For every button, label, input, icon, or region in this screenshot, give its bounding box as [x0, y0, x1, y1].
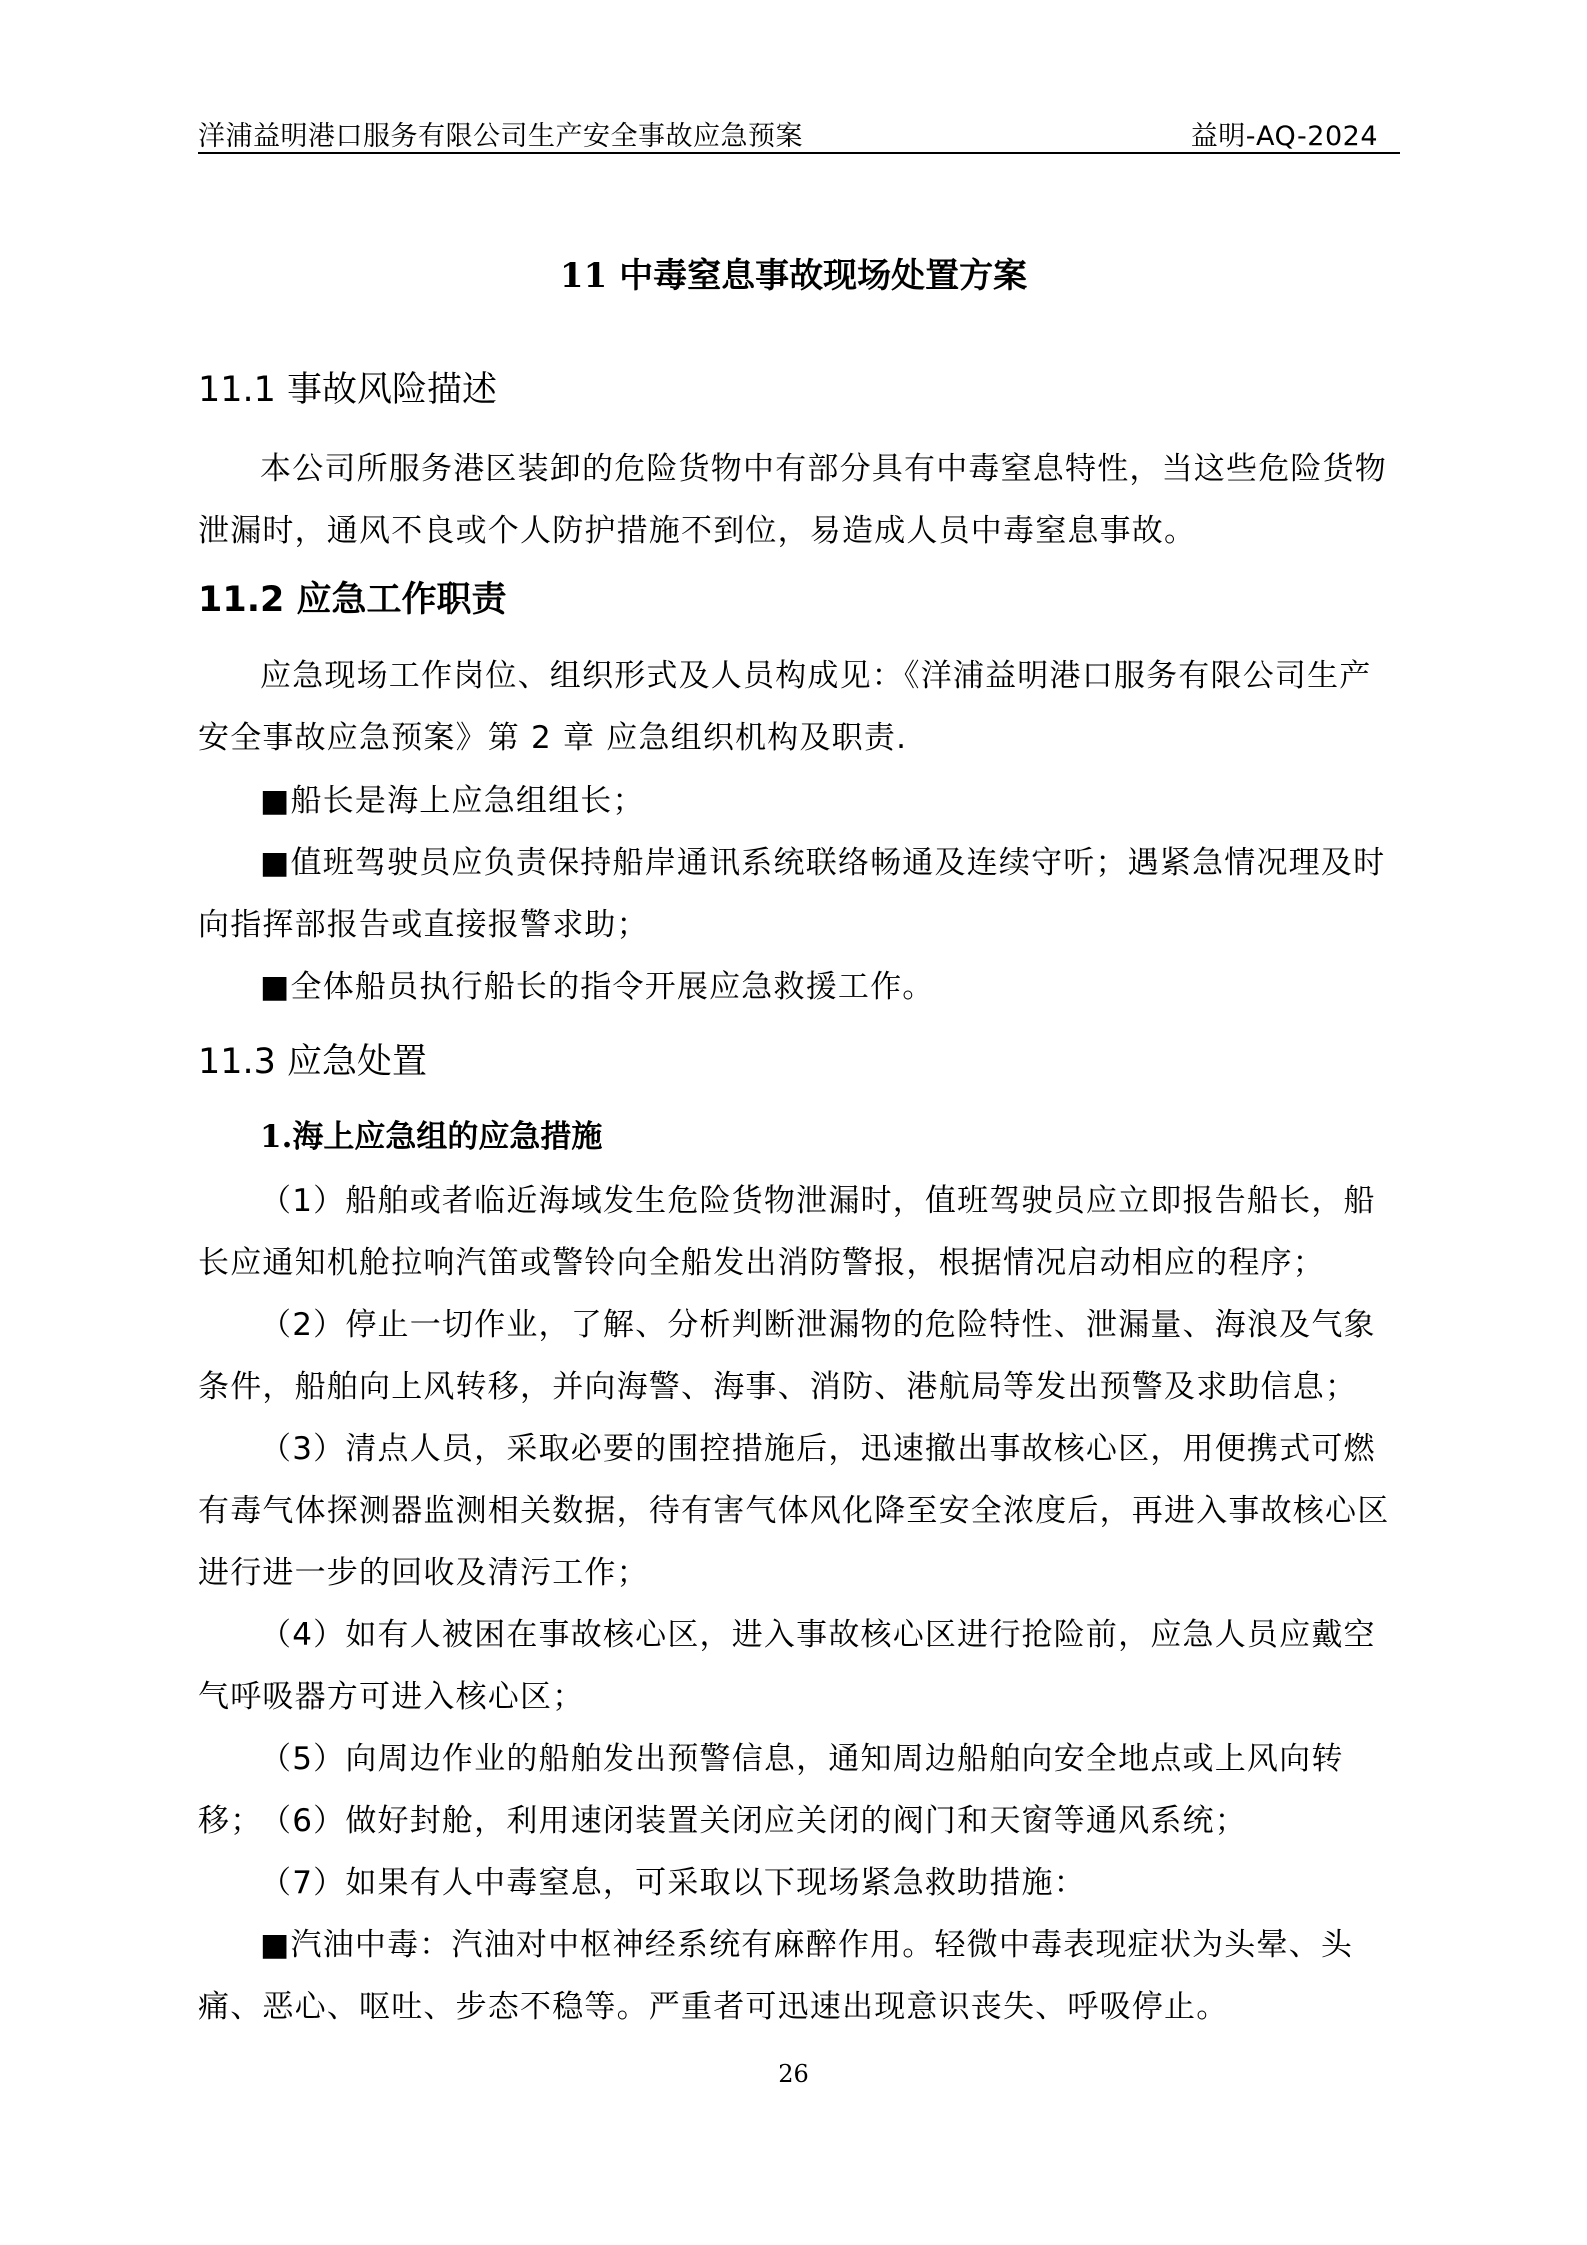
paragraph-duties-intro: 应急现场工作岗位、组织形式及人员构成见：《洋浦益明港口服务有限公司生产安全事故应急预案》第 2 章 应急组织机构及职责.: [198, 658, 1372, 756]
list-item-2: （2）停止一切作业，了解、分析判断泄漏物的危险特性、泄漏量、海浪及气象条件，船舶向上风转移，并向海警、海事、消防、港航局等发出预警及求助信息；: [198, 1307, 1376, 1405]
list-item-6: （6）做好封舱，利用速闭装置关闭应关闭的阀门和天窗等通风系统；: [260, 1803, 1247, 1839]
list-item-7: （7）如果有人中毒窒息，可采取以下现场紧急救助措施：: [260, 1865, 1086, 1901]
header-document-code: 益明-AQ-2024: [1190, 121, 1378, 152]
list-item-4: （4）如有人被困在事故核心区，进入事故核心区进行抢险前，应急人员应戴空气呼吸器方可进入核心区；: [198, 1617, 1376, 1715]
section-heading-11-2: 11.2 应急工作职责: [198, 580, 507, 620]
subheading-sea-emergency-measures: 1.海上应急组的应急措施: [260, 1119, 603, 1155]
bullet-captain: ■船长是海上应急组组长；: [260, 783, 645, 819]
chapter-title: 11 中毒窒息事故现场处置方案: [559, 256, 1028, 296]
bullet-gasoline-poisoning: ■汽油中毒：汽油对中枢神经系统有麻醉作用。轻微中毒表现症状为头晕、头痛、恶心、呕吐、步态不稳等。严重者可迅速出现意识丧失、呼吸停止。: [198, 1927, 1354, 2025]
bullet-duty-officer: ■值班驾驶员应负责保持船岸通讯系统联络畅通及连续守听；遇紧急情况理及时向指挥部报告或直接报警求助；: [198, 845, 1386, 943]
list-item-5: （5）向周边作业的船舶发出预警信息，通知周边船舶向安全地点或上风向转移；: [198, 1741, 1344, 1839]
header-company-title: 洋浦益明港口服务有限公司生产安全事故应急预案: [198, 121, 803, 152]
page-header: [198, 108, 1400, 154]
section-heading-11-3: 11.3 应急处置: [198, 1042, 428, 1082]
page-number: 26: [778, 2060, 809, 2088]
list-item-3: （3）清点人员，采取必要的围控措施后，迅速撤出事故核心区，用便携式可燃有毒气体探测器监测相关数据，待有害气体风化降至安全浓度后，再进入事故核心区进行进一步的回收及清污工作；: [198, 1431, 1390, 1591]
bullet-all-crew: ■全体船员执行船长的指令开展应急救援工作。: [260, 969, 935, 1005]
section-heading-11-1: 11.1 事故风险描述: [198, 370, 498, 410]
paragraph-risk-description: 本公司所服务港区装卸的危险货物中有部分具有中毒窒息特性，当这些危险货物泄漏时，通风不良或个人防护措施不到位，易造成人员中毒窒息事故。: [198, 451, 1387, 549]
list-item-1: （1）船舶或者临近海域发生危险货物泄漏时，值班驾驶员应立即报告船长，船长应通知机舱拉响汽笛或警铃向全船发出消防警报，根据情况启动相应的程序；: [198, 1183, 1376, 1281]
